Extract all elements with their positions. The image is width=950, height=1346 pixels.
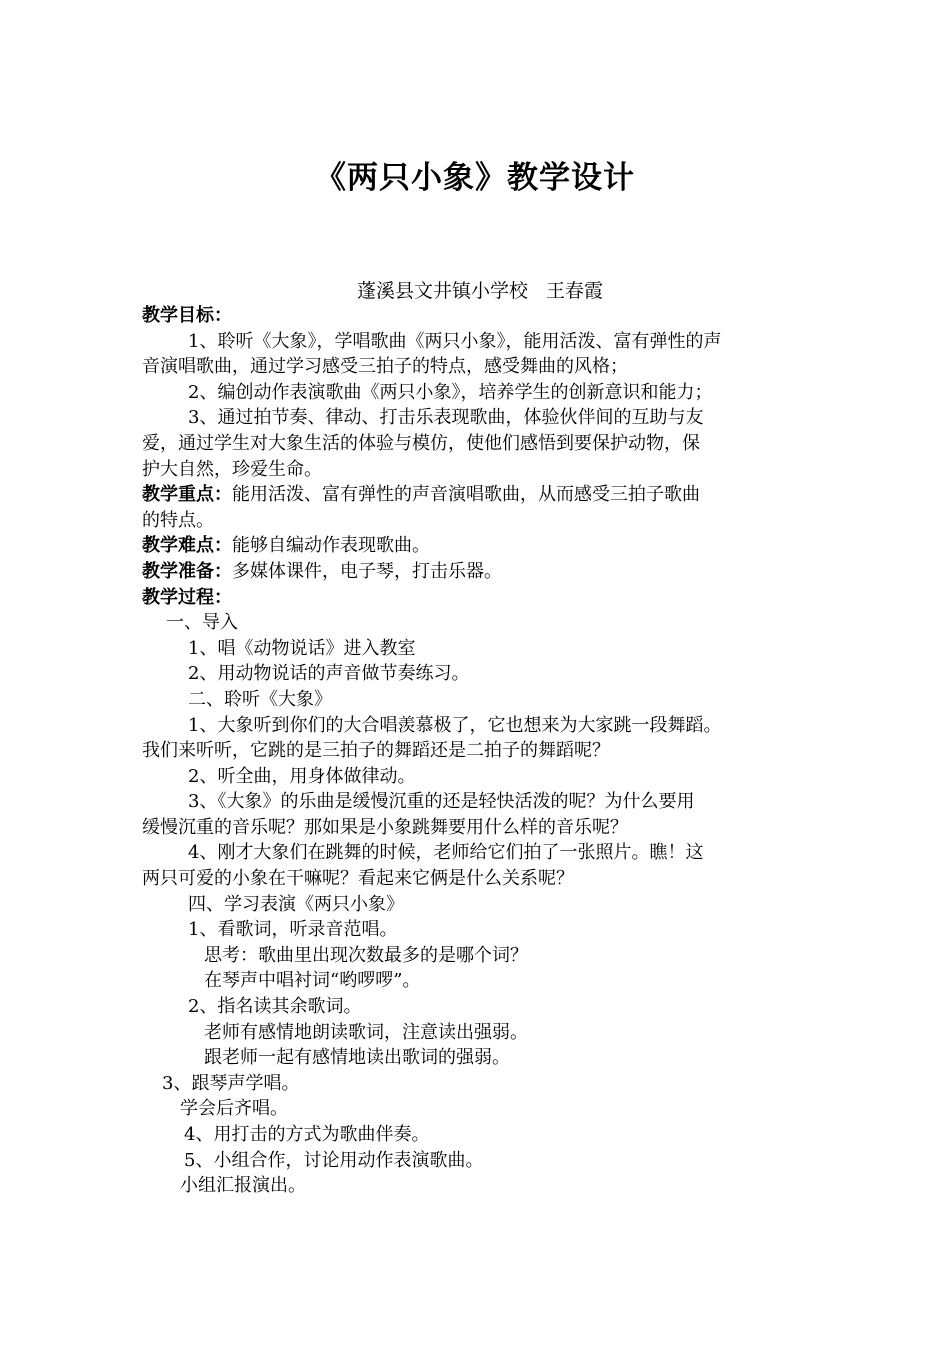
section-2-item-2: 2、听全曲，用身体做律动。 [188,765,416,787]
section-2-item-4-cont: 两只可爱的小象在干嘛呢？看起来它俩是什么关系呢？ [142,868,574,890]
objective-item-1: 1、聆听《大象》，学唱歌曲《两只小象》，能用活泼、富有弹性的声 [188,330,722,352]
section-4-item-4: 4、用打击的方式为歌曲伴奏。 [184,1124,430,1145]
difficulty-text: 能够自编动作表现歌曲。 [232,535,430,557]
section-4-item-1-sub-1: 思考：歌曲里出现次数最多的是哪个词？ [204,944,528,966]
page-title: 《两只小象》教学设计 [315,160,635,196]
section-2-heading: 二、聆听《大象》 [188,688,332,710]
key-point-text: 能用活泼、富有弹性的声音演唱歌曲，从而感受三拍子歌曲 [232,484,700,506]
section-4-heading: 四、学习表演《两只小象》 [188,893,404,915]
objective-item-3-cont2: 护大自然，珍爱生命。 [142,458,322,480]
key-point-paragraph [142,482,822,508]
document-body [142,303,822,1199]
section-4-item-3: 3、跟琴声学唱。 [162,1072,300,1094]
key-point-label: 教学重点： [142,484,232,506]
objective-item-3: 3、通过拍节奏、律动、打击乐表现歌曲，体验伙伴间的互助与友 [188,407,704,429]
difficulty-label: 教学难点： [142,535,232,557]
section-1-item-1: 1、唱《动物说话》进入教室 [188,637,416,659]
section-2-item-3-cont: 缓慢沉重的音乐呢？那如果是小象跳舞要用什么样的音乐呢？ [142,816,628,838]
preparation-label: 教学准备： [142,560,232,582]
objective-item-2: 2、编创动作表演歌曲《两只小象》，培养学生的创新意识和能力； [188,381,713,403]
section-4-item-1-sub-2: 在琴声中唱衬词“哟啰啰”。 [204,970,421,992]
section-2-item-1-cont: 我们来听听，它跳的是三拍子的舞蹈还是二拍子的舞蹈呢？ [142,740,610,762]
section-2-item-4: 4、刚才大象们在跳舞的时候，老师给它们拍了一张照片。瞧！这 [188,842,704,864]
preparation-paragraph [142,559,822,585]
objective-item-1-cont: 音演唱歌曲，通过学习感受三拍子的特点，感受舞曲的风格； [142,356,628,378]
key-point-text-cont: 的特点。 [142,509,214,531]
section-1-item-2: 2、用动物说话的声音做节奏练习。 [188,663,470,685]
author-line: 蓬溪县文井镇小学校 王春霞 [356,280,604,302]
section-2-item-3: 3、《大象》的乐曲是缓慢沉重的还是轻快活泼的呢？为什么要用 [188,791,695,813]
section-4-item-5-sub-1: 小组汇报演出。 [180,1175,306,1197]
objective-item-3-cont: 爱，通过学生对大象生活的体验与模仿，使他们感悟到要保护动物，保 [142,432,700,454]
section-2-item-1: 1、大象听到你们的大合唱羡慕极了，它也想来为大家跳一段舞蹈。 [188,714,722,736]
difficulty-paragraph [142,533,822,559]
section-4-item-2: 2、指名读其余歌词。 [188,996,362,1018]
section-4-item-2-sub-2: 跟老师一起有感情地读出歌词的强弱。 [204,1047,510,1069]
section-4-item-3-sub-1: 学会后齐唱。 [180,1098,288,1120]
process-label: 教学过程： [142,586,232,608]
section-4-item-1: 1、看歌词，听录音范唱。 [188,919,398,941]
objectives-label: 教学目标： [142,305,232,326]
preparation-text: 多媒体课件，电子琴，打击乐器。 [232,560,502,582]
section-1-heading: 一、导入 [166,612,238,634]
section-4-item-5: 5、小组合作，讨论用动作表演歌曲。 [184,1149,484,1171]
section-4-item-2-sub-1: 老师有感情地朗读歌词，注意读出强弱。 [204,1021,528,1043]
